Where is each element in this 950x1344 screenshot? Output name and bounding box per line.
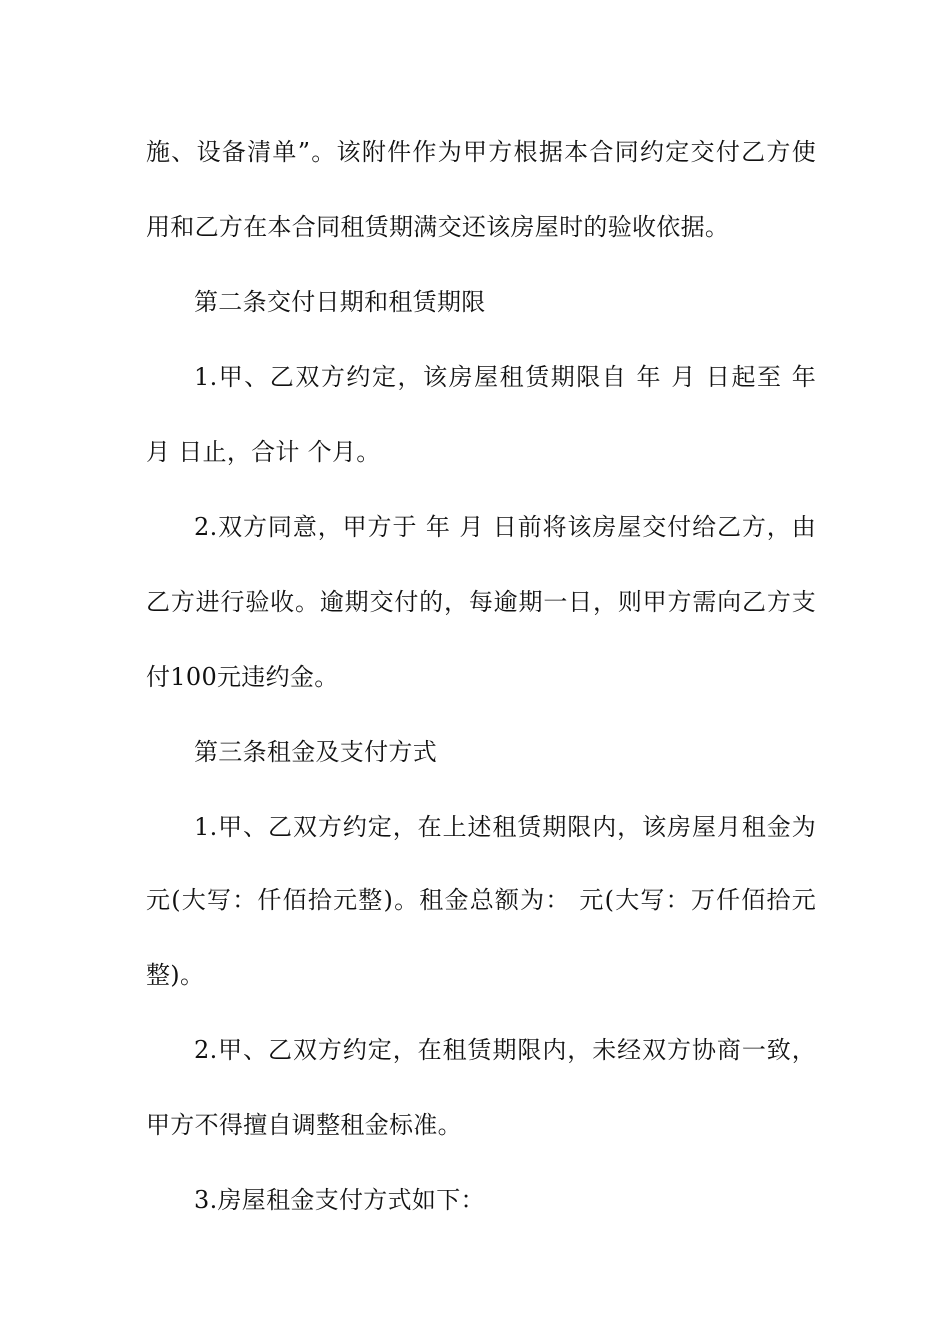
text-line-15: 3.房屋租金支付方式如下： <box>194 1186 485 1214</box>
text-line-2: 用和乙方在本合同租赁期满交还该房屋时的验收依据。 <box>146 213 730 241</box>
text-line-12: 整)。 <box>146 961 205 989</box>
section-heading-2: 第二条交付日期和租赁期限 <box>194 288 486 316</box>
text-line-8: 付100元违约金。 <box>146 663 339 691</box>
text-line-5: 月 日止，合计 个月。 <box>146 438 381 466</box>
text-line-7: 乙方进行验收。逾期交付的，每逾期一日，则甲方需向乙方支 <box>146 588 816 616</box>
text-line-11: 元(大写：仟佰拾元整)。租金总额为： 元(大写：万仟佰拾元 <box>146 886 816 914</box>
text-line-4: 1.甲、乙双方约定，该房屋租赁期限自 年 月 日起至 年 <box>194 363 816 391</box>
section-heading-3: 第三条租金及支付方式 <box>194 738 437 766</box>
text-line-1: 施、设备清单”。该附件作为甲方根据本合同约定交付乙方使 <box>146 138 816 166</box>
text-line-14: 甲方不得擅自调整租金标准。 <box>146 1111 462 1139</box>
text-line-13: 2.甲、乙双方约定，在租赁期限内，未经双方协商一致， <box>194 1036 816 1064</box>
text-line-6: 2.双方同意，甲方于 年 月 日前将该房屋交付给乙方，由 <box>194 513 816 541</box>
text-line-10: 1.甲、乙双方约定，在上述租赁期限内，该房屋月租金为 <box>194 813 816 841</box>
